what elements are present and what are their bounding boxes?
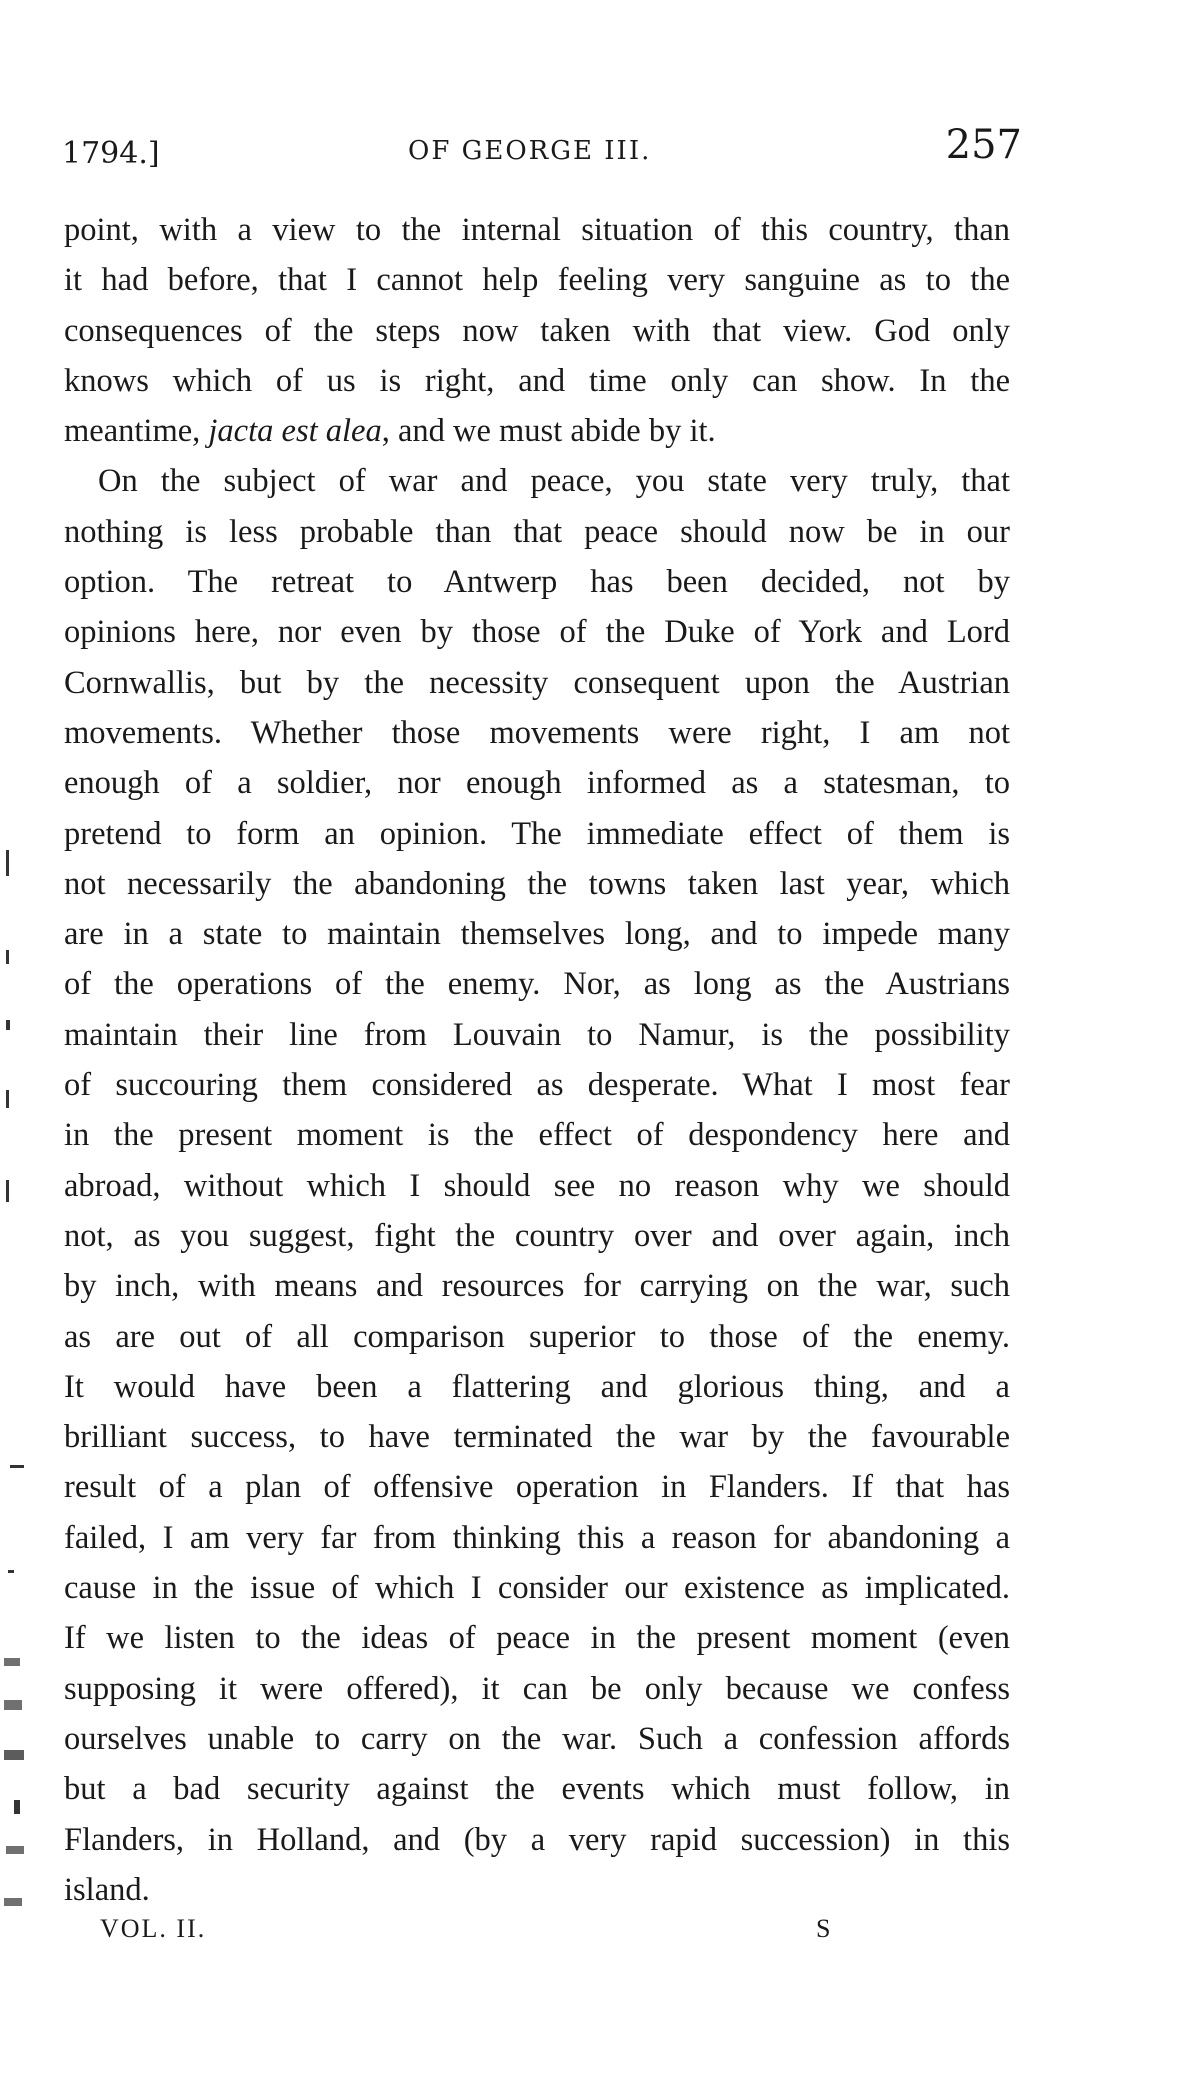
scan-edge-marks [0,760,40,2000]
body-text [64,205,1010,1915]
text-line: cause in the issue of which I consider our existence as implicated. [64,1570,1010,1607]
text-line: ourselves unable to carry on the war. Such a confession affords [64,1720,1010,1757]
text-line: failed, I am very far from thinking this a reason for abandoning a [64,1519,1010,1556]
page-footer [100,1914,840,1954]
text-line: point, with a view to the internal situation of this country, than [64,212,1010,248]
text-line: abroad, without which I should see no reason why we should [64,1167,1010,1204]
text-line: Cornwallis, but by the necessity consequent upon the Austrian [64,664,1010,701]
text-line: of succouring them considered as desperate. What I most fear [64,1067,1010,1104]
text-line [64,406,1010,456]
scan-artifact [4,1658,20,1666]
text-line: not, as you suggest, fight the country over and over again, inch [64,1217,1010,1254]
text-line: supposing it were offered), it can be only because we confess [64,1670,1010,1707]
signature-mark: S [816,1914,831,1943]
text-line: not necessarily the abandoning the towns taken last year, which [64,865,1010,902]
scan-artifact [4,1750,24,1760]
text-line: pretend to form an opinion. The immediate effect of them is [64,815,1010,852]
scan-artifact [6,850,9,876]
scan-artifact [6,1846,24,1854]
text-line: brilliant success, to have terminated the war by the favourable [64,1419,1010,1456]
scan-artifact [10,1465,24,1468]
header-year: 1794.] [62,136,160,171]
text-line: as are out of all comparison superior to those of the enemy. [64,1318,1010,1355]
page-number: 257 [945,122,1022,168]
text-line: If we listen to the ideas of peace in the present moment (even [64,1620,1010,1657]
volume-label: VOL. II. [100,1914,207,1943]
text-line: Flanders, in Holland, and (by a very rapid succession) in this [64,1821,1010,1858]
scan-artifact [4,1898,22,1906]
text-line: result of a plan of offensive operation in Flanders. If that has [64,1469,1010,1506]
text-line: knows which of us is right, and time only can show. In the [64,362,1010,399]
text-line: opinions here, nor even by those of the Duke of York and Lord [64,614,1010,651]
text-line: consequences of the steps now taken with that view. God only [64,312,1010,349]
text-line: by inch, with means and resources for carrying on the war, such [64,1268,1010,1305]
text-fragment: meantime, [64,413,209,450]
scan-artifact [6,1020,10,1030]
text-line: enough of a soldier, nor enough informed as a statesman, to [64,765,1010,802]
scan-artifact [8,1570,14,1573]
text-line: island. [64,1871,150,1908]
header-title: OF GEORGE III. [408,136,652,166]
scan-artifact [4,1700,22,1710]
text-line: It would have been a flattering and glorious thing, and a [64,1368,1010,1405]
text-line: but a bad security against the events which must follow, in [64,1771,1010,1808]
text-line: movements. Whether those movements were right, I am not [64,714,1010,751]
paragraph-first-line: On the subject of war and peace, you state very truly, that [98,463,1010,500]
running-head [62,122,1022,172]
text-line: are in a state to maintain themselves long, and to impede many [64,916,1010,953]
latin-phrase: jacta est alea [208,413,382,450]
text-line: maintain their line from Louvain to Namur, is the possibility [64,1016,1010,1053]
scan-artifact [6,1180,9,1202]
text-line: it had before, that I cannot help feeling very sanguine as to the [64,262,1010,299]
text-line: nothing is less probable than that peace should now be in our [64,513,1010,550]
scan-artifact [14,1800,20,1814]
text-line: option. The retreat to Antwerp has been decided, not by [64,564,1010,601]
scan-artifact [6,1090,9,1108]
text-line: in the present moment is the effect of despondency here and [64,1117,1010,1154]
text-fragment: , and we must abide by it. [381,413,716,450]
scan-artifact [6,950,9,964]
text-line: of the operations of the enemy. Nor, as long as the Austrians [64,966,1010,1003]
